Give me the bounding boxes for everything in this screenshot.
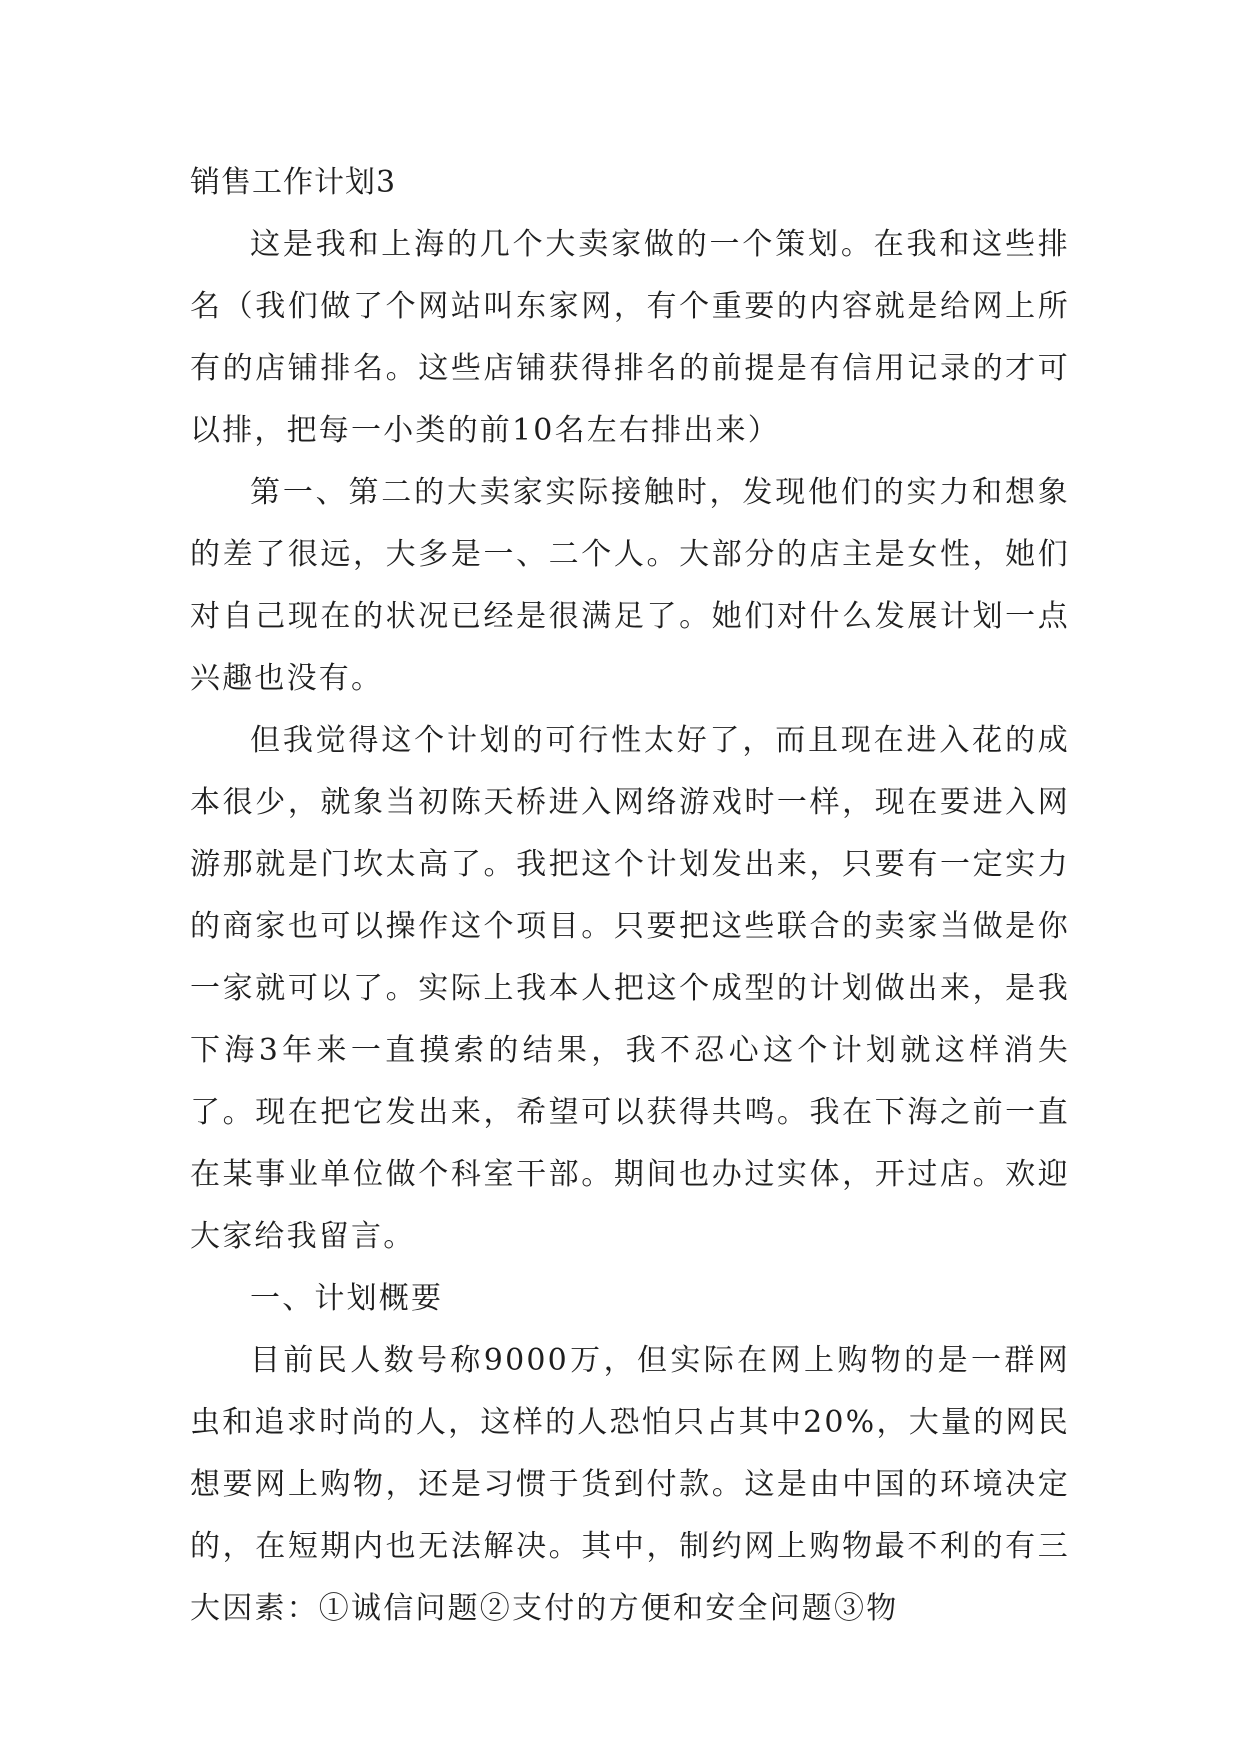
- paragraph: 这是我和上海的几个大卖家做的一个策划。在我和这些排名（我们做了个网站叫东家网，有个重要的内容就是给网上所有的店铺排名。这些店铺获得排名的前提是有信用记录的才可以排，把每一小类的前10名左右排出来）: [190, 227, 1070, 448]
- paragraph: 目前民人数号称9000万，但实际在网上购物的是一群网虫和追求时尚的人，这样的人恐怕只占其中20%，大量的网民想要网上购物，还是习惯于货到付款。这是由中国的环境决定的，在短期内也无法解决。其中，制约网上购物最不利的有三大因素：①诚信问题②支付的方便和安全问题③物: [190, 1343, 1070, 1626]
- paragraph: 但我觉得这个计划的可行性太好了，而且现在进入花的成本很少，就象当初陈天桥进入网络游戏时一样，现在要进入网游那就是门坎太高了。我把这个计划发出来，只要有一定实力的商家也可以操作这个项目。只要把这些联合的卖家当做是你一家就可以了。实际上我本人把这个成型的计划做出来，是我下海3年来一直摸索的结果，我不忍心这个计划就这样消失了。现在把它发出来，希望可以获得共鸣。我在下海之前一直在某事业单位做个科室干部。期间也办过实体，开过店。欢迎大家给我留言。: [190, 723, 1070, 1254]
- document-title: 销售工作计划3: [190, 165, 397, 200]
- paragraph: 第一、第二的大卖家实际接触时，发现他们的实力和想象的差了很远，大多是一、二个人。大部分的店主是女性，她们对自己现在的状况已经是很满足了。她们对什么发展计划一点兴趣也没有。: [190, 475, 1070, 696]
- section-heading: 一、计划概要: [250, 1281, 444, 1316]
- document-body: [190, 152, 1070, 1640]
